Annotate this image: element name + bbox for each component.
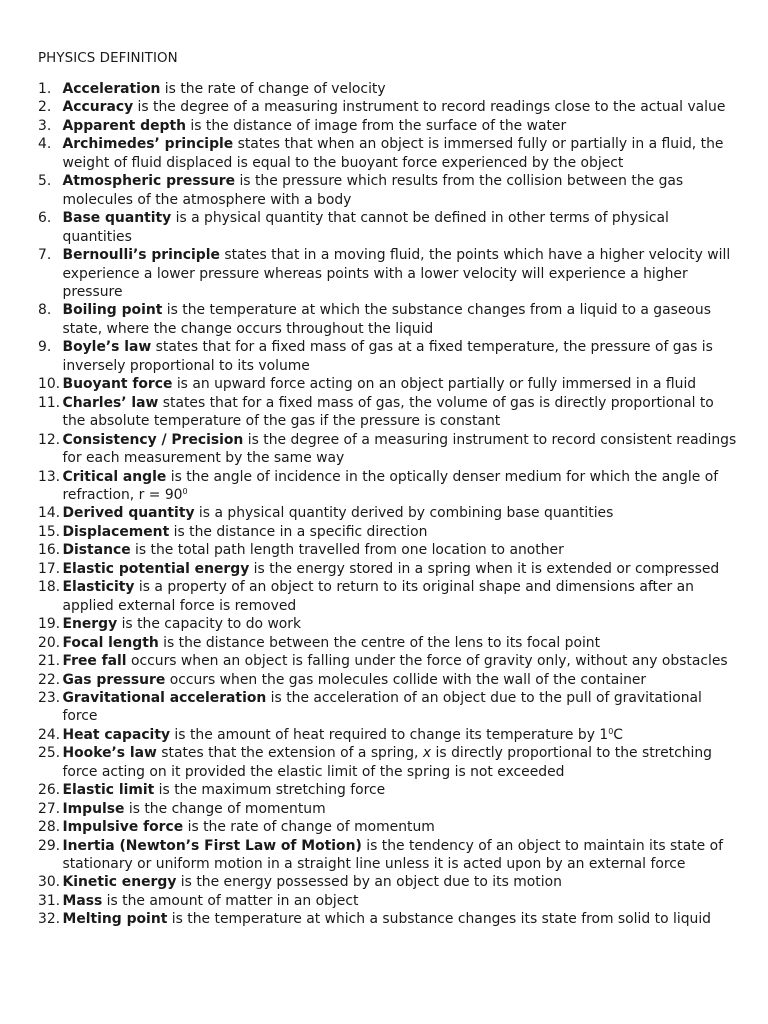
definition-item <box>38 652 738 670</box>
definition-item <box>38 98 738 116</box>
item-number: 27. <box>38 800 61 817</box>
definition-text: is the energy stored in a spring when it is extended or compressed <box>249 560 720 577</box>
definition-term: Impulse <box>62 800 125 817</box>
definition-item <box>38 172 738 209</box>
definition-list <box>38 80 738 929</box>
item-number: 32. <box>38 911 61 928</box>
definition-item <box>38 781 738 799</box>
item-number: 13. <box>38 468 61 485</box>
item-number: 25. <box>38 745 61 762</box>
definition-item <box>38 671 738 689</box>
definition-item <box>38 541 738 559</box>
superscript-degree: 0 <box>182 486 188 496</box>
definition-term: Consistency / Precision <box>62 431 244 448</box>
definition-text: states that the extension of a spring, <box>156 745 423 762</box>
item-number: 18. <box>38 579 61 596</box>
definition-text: is the rate of change of momentum <box>183 819 435 836</box>
definition-item <box>38 800 738 818</box>
definition-text: occurs when the gas molecules collide with the wall of the container <box>165 671 647 688</box>
definition-text: is the distance of image from the surface of the water <box>185 117 567 134</box>
item-number: 8. <box>38 302 52 319</box>
definition-item <box>38 394 738 431</box>
definition-term: Derived quantity <box>62 505 195 522</box>
definition-item <box>38 468 738 505</box>
item-number: 15. <box>38 523 61 540</box>
definition-text: is the temperature at which a substance changes its state from solid to liquid <box>167 911 711 928</box>
item-number: 7. <box>38 247 52 264</box>
item-number: 2. <box>38 99 52 116</box>
definition-text: is the change of momentum <box>124 800 326 817</box>
definition-text: is the degree of a measuring instrument to record consistent readings for each measurement by the same way <box>62 431 737 467</box>
definition-item <box>38 431 738 468</box>
definition-term: Inertia (Newton’s First Law of Motion) <box>62 837 362 854</box>
item-number: 19. <box>38 616 61 633</box>
definition-text: is the amount of heat required to change its temperature by 1 <box>170 726 609 743</box>
definition-text: is the total path length travelled from one location to another <box>130 542 564 559</box>
item-number: 29. <box>38 837 61 854</box>
definition-text: is the capacity to do work <box>117 616 302 633</box>
definition-item <box>38 523 738 541</box>
definition-term: Mass <box>62 892 103 909</box>
definition-item <box>38 209 738 246</box>
definition-term: Melting point <box>62 911 168 928</box>
item-number: 12. <box>38 431 61 448</box>
item-number: 11. <box>38 394 61 411</box>
definition-term: Elastic limit <box>62 782 155 799</box>
definition-term: Bernoulli’s principle <box>62 247 220 264</box>
document-title: PHYSICS DEFINITION <box>38 51 178 66</box>
definition-text-continued: C <box>613 726 623 743</box>
item-number: 1. <box>38 81 52 97</box>
item-number: 9. <box>38 339 52 356</box>
definition-term: Base quantity <box>62 210 172 227</box>
definition-text: is the distance between the centre of the lens to its focal point <box>158 634 601 651</box>
definition-term: Elastic potential energy <box>62 560 250 577</box>
item-number: 28. <box>38 819 61 836</box>
definition-text: is the angle of incidence in the optically denser medium for which the angle of refraction, r = 90 <box>62 468 719 503</box>
definition-term: Charles’ law <box>62 394 159 411</box>
definition-text: is the tendency of an object to maintain its state of stationary or uniform motion in a straight line unless it is acted upon by an external force <box>62 837 724 873</box>
item-number: 3. <box>38 117 52 134</box>
definition-text: is a property of an object to return to its original shape and dimensions after an applied external force is removed <box>62 579 694 614</box>
definition-term: Elasticity <box>62 579 135 596</box>
definition-term: Critical angle <box>62 468 167 485</box>
item-number: 14. <box>38 505 61 522</box>
item-number: 23. <box>38 689 61 706</box>
item-number: 20. <box>38 634 61 651</box>
definition-text: occurs when an object is falling under the force of gravity only, without any obstacles <box>126 653 728 670</box>
definition-term: Archimedes’ principle <box>62 136 234 153</box>
definition-item <box>38 615 738 633</box>
definition-term: Accuracy <box>62 99 134 116</box>
definition-text: is the acceleration of an object due to the pull of gravitational force <box>62 689 702 725</box>
definition-text: is the maximum stretching force <box>154 782 386 799</box>
definition-text: is a physical quantity that cannot be defined in other terms of physical quantities <box>62 210 669 245</box>
definition-term: Hooke’s law <box>62 745 157 762</box>
item-number: 26. <box>38 782 61 799</box>
definition-item <box>38 873 738 891</box>
definition-item <box>38 246 738 301</box>
definition-item <box>38 117 738 135</box>
definition-text: is the energy possessed by an object due to its motion <box>176 874 562 891</box>
definition-term: Impulsive force <box>62 819 184 836</box>
definition-term: Focal length <box>62 634 159 651</box>
definition-text: is the rate of change of velocity <box>160 81 386 97</box>
definition-text: is the pressure which results from the collision between the gas molecules of the atmosphere with a body <box>62 173 684 208</box>
definition-text: states that when an object is immersed fully or partially in a fluid, the weight of fluid displaced is equal to the buoyant force experienced by the object <box>62 136 724 171</box>
item-number: 5. <box>38 173 52 190</box>
definition-text: states that in a moving fluid, the points which have a higher velocity will experience a lower pressure whereas points with a lower velocity will experience a higher pressure <box>62 247 731 300</box>
definition-item <box>38 135 738 172</box>
item-number: 31. <box>38 892 61 909</box>
definition-item <box>38 744 738 781</box>
italic-variable: x <box>422 745 432 762</box>
definition-text: is the degree of a measuring instrument to record readings close to the actual value <box>133 99 726 116</box>
definition-text: is the distance in a specific direction <box>169 523 428 540</box>
item-number: 17. <box>38 560 61 577</box>
definition-term: Boyle’s law <box>62 339 152 356</box>
item-number: 6. <box>38 210 52 227</box>
definition-term: Buoyant force <box>62 376 173 393</box>
definition-item <box>38 689 738 726</box>
definition-term: Heat capacity <box>62 726 171 743</box>
definition-term: Gas pressure <box>62 671 166 688</box>
definition-text: states that for a fixed mass of gas at a fixed temperature, the pressure of gas is inversely proportional to its volume <box>62 339 713 374</box>
definition-item <box>38 80 738 98</box>
definition-item <box>38 910 738 928</box>
item-number: 4. <box>38 136 52 153</box>
definition-text: is the temperature at which the substance changes from a liquid to a gaseous state, where the change occurs throughout the liquid <box>62 302 711 337</box>
definition-term: Displacement <box>62 523 170 540</box>
definition-text: is an upward force acting on an object partially or fully immersed in a fluid <box>172 376 697 393</box>
definition-term: Apparent depth <box>62 117 186 134</box>
definition-item <box>38 504 738 522</box>
item-number: 21. <box>38 653 61 670</box>
definition-item <box>38 892 738 910</box>
item-number: 22. <box>38 671 61 688</box>
definition-text: is a physical quantity derived by combining base quantities <box>194 505 614 522</box>
definition-term: Kinetic energy <box>62 874 177 891</box>
definition-term: Boiling point <box>62 302 163 319</box>
definition-term: Gravitational acceleration <box>62 689 267 706</box>
definition-item <box>38 837 738 874</box>
definition-item <box>38 301 738 338</box>
superscript-degree: 0 <box>608 726 614 736</box>
item-number: 16. <box>38 542 61 559</box>
definition-text: states that for a fixed mass of gas, the volume of gas is directly proportional to the absolute temperature of the gas if the pressure is constant <box>62 394 714 430</box>
definition-term: Acceleration <box>62 81 161 97</box>
item-number: 30. <box>38 874 61 891</box>
definition-term: Free fall <box>62 653 127 670</box>
definition-term: Atmospheric pressure <box>62 173 236 190</box>
definition-item <box>38 375 738 393</box>
definition-text-continued: is directly proportional to the stretching force acting on it provided the elastic limit of the spring is not exceeded <box>62 745 712 780</box>
definition-item <box>38 634 738 652</box>
definition-item <box>38 338 738 375</box>
definition-term: Energy <box>62 616 118 633</box>
item-number: 10. <box>38 376 61 393</box>
definition-item <box>38 818 738 836</box>
definition-item <box>38 726 738 744</box>
definition-text: is the amount of matter in an object <box>102 892 359 909</box>
definition-item <box>38 578 738 615</box>
definition-term: Distance <box>62 542 131 559</box>
definition-item <box>38 560 738 578</box>
item-number: 24. <box>38 726 61 743</box>
